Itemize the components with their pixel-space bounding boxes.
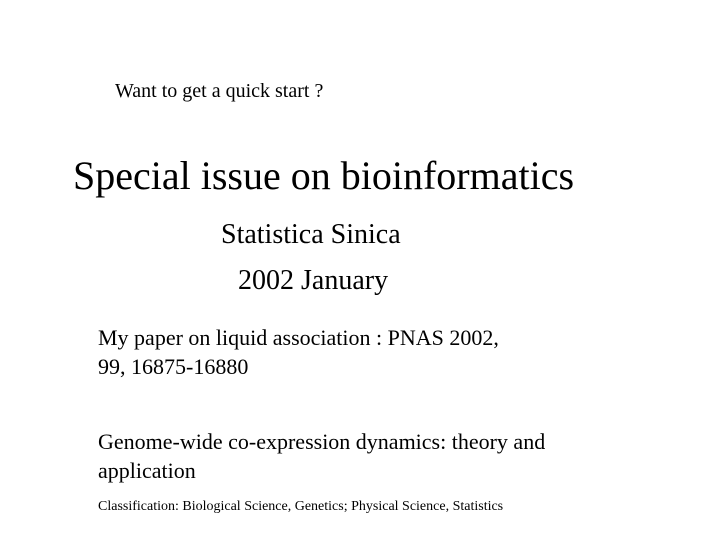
paper-pnas-line-2: 99, 16875-16880 [98,354,249,379]
paper-genome-line-1: Genome-wide co-expression dynamics: theory and [98,429,546,454]
paper-pnas-line-1: My paper on liquid association : PNAS 2002, [98,325,499,350]
journal-name: Statistica Sinica [221,219,401,250]
paper-genome-title [98,427,618,485]
classification-note: Classification: Biological Science, Genetics; Physical Science, Statistics [98,499,504,514]
paper-genome-line-2: application [98,458,196,483]
slide-title: Special issue on bioinformatics [73,153,575,198]
issue-date: 2002 January [238,265,389,296]
intro-question: Want to get a quick start ? [115,80,324,102]
paper-pnas-reference [98,323,618,381]
